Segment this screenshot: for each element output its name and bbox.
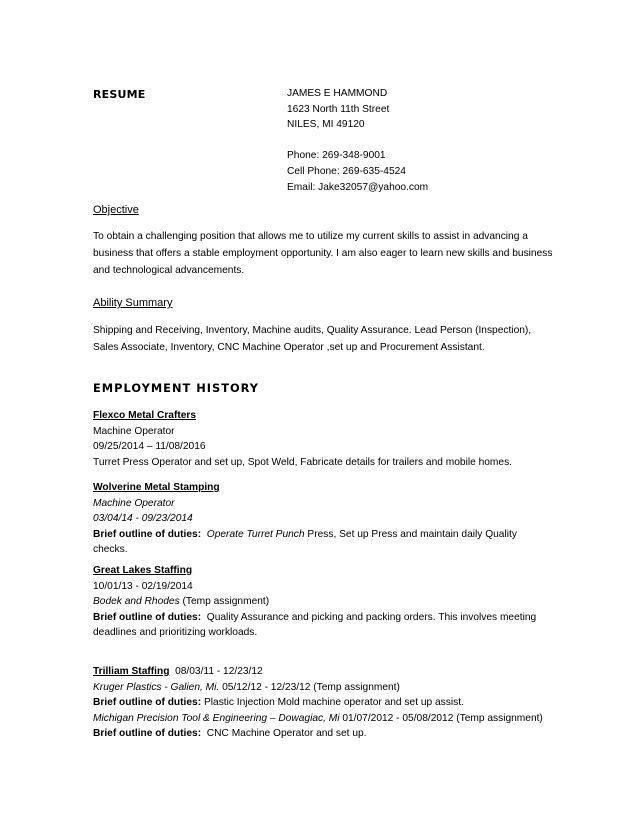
contact-email: Email: Jake32057@yahoo.com bbox=[287, 181, 429, 193]
job-company: Trilliam Staffing bbox=[93, 666, 170, 677]
objective-heading: Objective bbox=[93, 204, 139, 216]
job-dates: 09/25/2014 – 11/08/2016 bbox=[93, 441, 206, 453]
assignment-italic: Kruger Plastics - Galien, Mi. bbox=[93, 681, 220, 693]
assignment-2 bbox=[93, 711, 553, 727]
job-details: Turret Press Operator and set up, Spot Weld, Fabricate details for trailers and mobile homes. bbox=[93, 456, 513, 468]
client-italic: Bodek and Rhodes bbox=[93, 596, 180, 608]
contact-block bbox=[287, 86, 428, 195]
duties-italic: Operate Turret Punch bbox=[206, 528, 305, 540]
job-flexco bbox=[93, 408, 512, 470]
job-dates: 03/04/14 - 09/23/2014 bbox=[93, 513, 193, 525]
duties-1: Brief outline of duties: Plastic Injection Mold machine operator and set up assist. bbox=[93, 697, 464, 709]
duties-label: Brief outline of duties bbox=[93, 528, 198, 540]
contact-phone: Phone: 269-348-9001 bbox=[287, 150, 386, 162]
contact-cell: Cell Phone: 269-635-4524 bbox=[287, 165, 406, 177]
duties-rest: Press, Set up Press and maintain daily Quality checks. bbox=[93, 528, 517, 556]
assignment-rest: 01/07/2012 - 05/08/2012 (Temp assignment) bbox=[339, 712, 543, 724]
job-title: Machine Operator bbox=[93, 497, 175, 509]
contact-name: JAMES E HAMMOND bbox=[287, 88, 388, 99]
job-dates: 08/03/11 - 12/23/12 bbox=[175, 666, 263, 677]
assignment-1 bbox=[93, 680, 553, 696]
job-trilliam bbox=[93, 664, 553, 742]
job-company: Flexco Metal Crafters bbox=[93, 410, 197, 421]
job-great-lakes bbox=[93, 563, 553, 641]
job-company: Great Lakes Staffing bbox=[93, 565, 193, 576]
duties-label: Brief outline of duties bbox=[93, 728, 198, 740]
client-note: (Temp assignment) bbox=[179, 596, 270, 608]
job-duties: Brief outline of duties: Operate Turret Punch Press, Set up Press and maintain daily Quality checks. bbox=[93, 528, 517, 556]
ability-text: Shipping and Receiving, Inventory, Machine audits, Quality Assurance. Lead Person (Inspection), Sales Associate, Inventory, CNC Machine Operator ,set up and Procurement Assistant. bbox=[93, 325, 532, 353]
duties-2: Brief outline of duties: CNC Machine Operator and set up. bbox=[93, 728, 367, 740]
job-company: Wolverine Metal Stamping bbox=[93, 482, 220, 493]
duties-label: Brief outline of duties bbox=[93, 611, 198, 623]
job-header bbox=[93, 664, 553, 680]
job-wolverine bbox=[93, 480, 553, 558]
ability-heading: Ability Summary bbox=[93, 297, 173, 309]
job-dates: 10/01/13 - 02/19/2014 bbox=[93, 580, 193, 592]
duties-text: Quality Assurance and picking and packing orders. This involves meeting deadlines and prioritizing workloads. bbox=[93, 611, 537, 639]
employment-heading: EMPLOYMENT HISTORY bbox=[93, 381, 260, 395]
resume-title: RESUME bbox=[93, 88, 146, 101]
contact-street: 1623 North 11th Street bbox=[287, 103, 390, 115]
duties-text: Plastic Injection Mold machine operator and set up assist. bbox=[203, 697, 464, 709]
job-client bbox=[93, 594, 553, 610]
assignment-italic: Michigan Precision Tool & Engineering – Dowagiac, Mi bbox=[93, 712, 340, 724]
duties-text: CNC Machine Operator and set up. bbox=[206, 728, 367, 740]
contact-city: NILES, MI 49120 bbox=[287, 119, 365, 131]
duties-label: Brief outline of duties bbox=[93, 697, 198, 709]
job-duties: Brief outline of duties: Quality Assurance and picking and packing orders. This involves meeting deadlines and prioritizing workloads. bbox=[93, 611, 537, 639]
objective-text: To obtain a challenging position that allows me to utilize my current skills to assist in advancing a business that offers a stable employment opportunity. I am also eager to learn new skills and business and technological advancements. bbox=[93, 231, 553, 276]
job-title: Machine Operator bbox=[93, 425, 175, 437]
assignment-rest: 05/12/12 - 12/23/12 (Temp assignment) bbox=[219, 681, 400, 693]
